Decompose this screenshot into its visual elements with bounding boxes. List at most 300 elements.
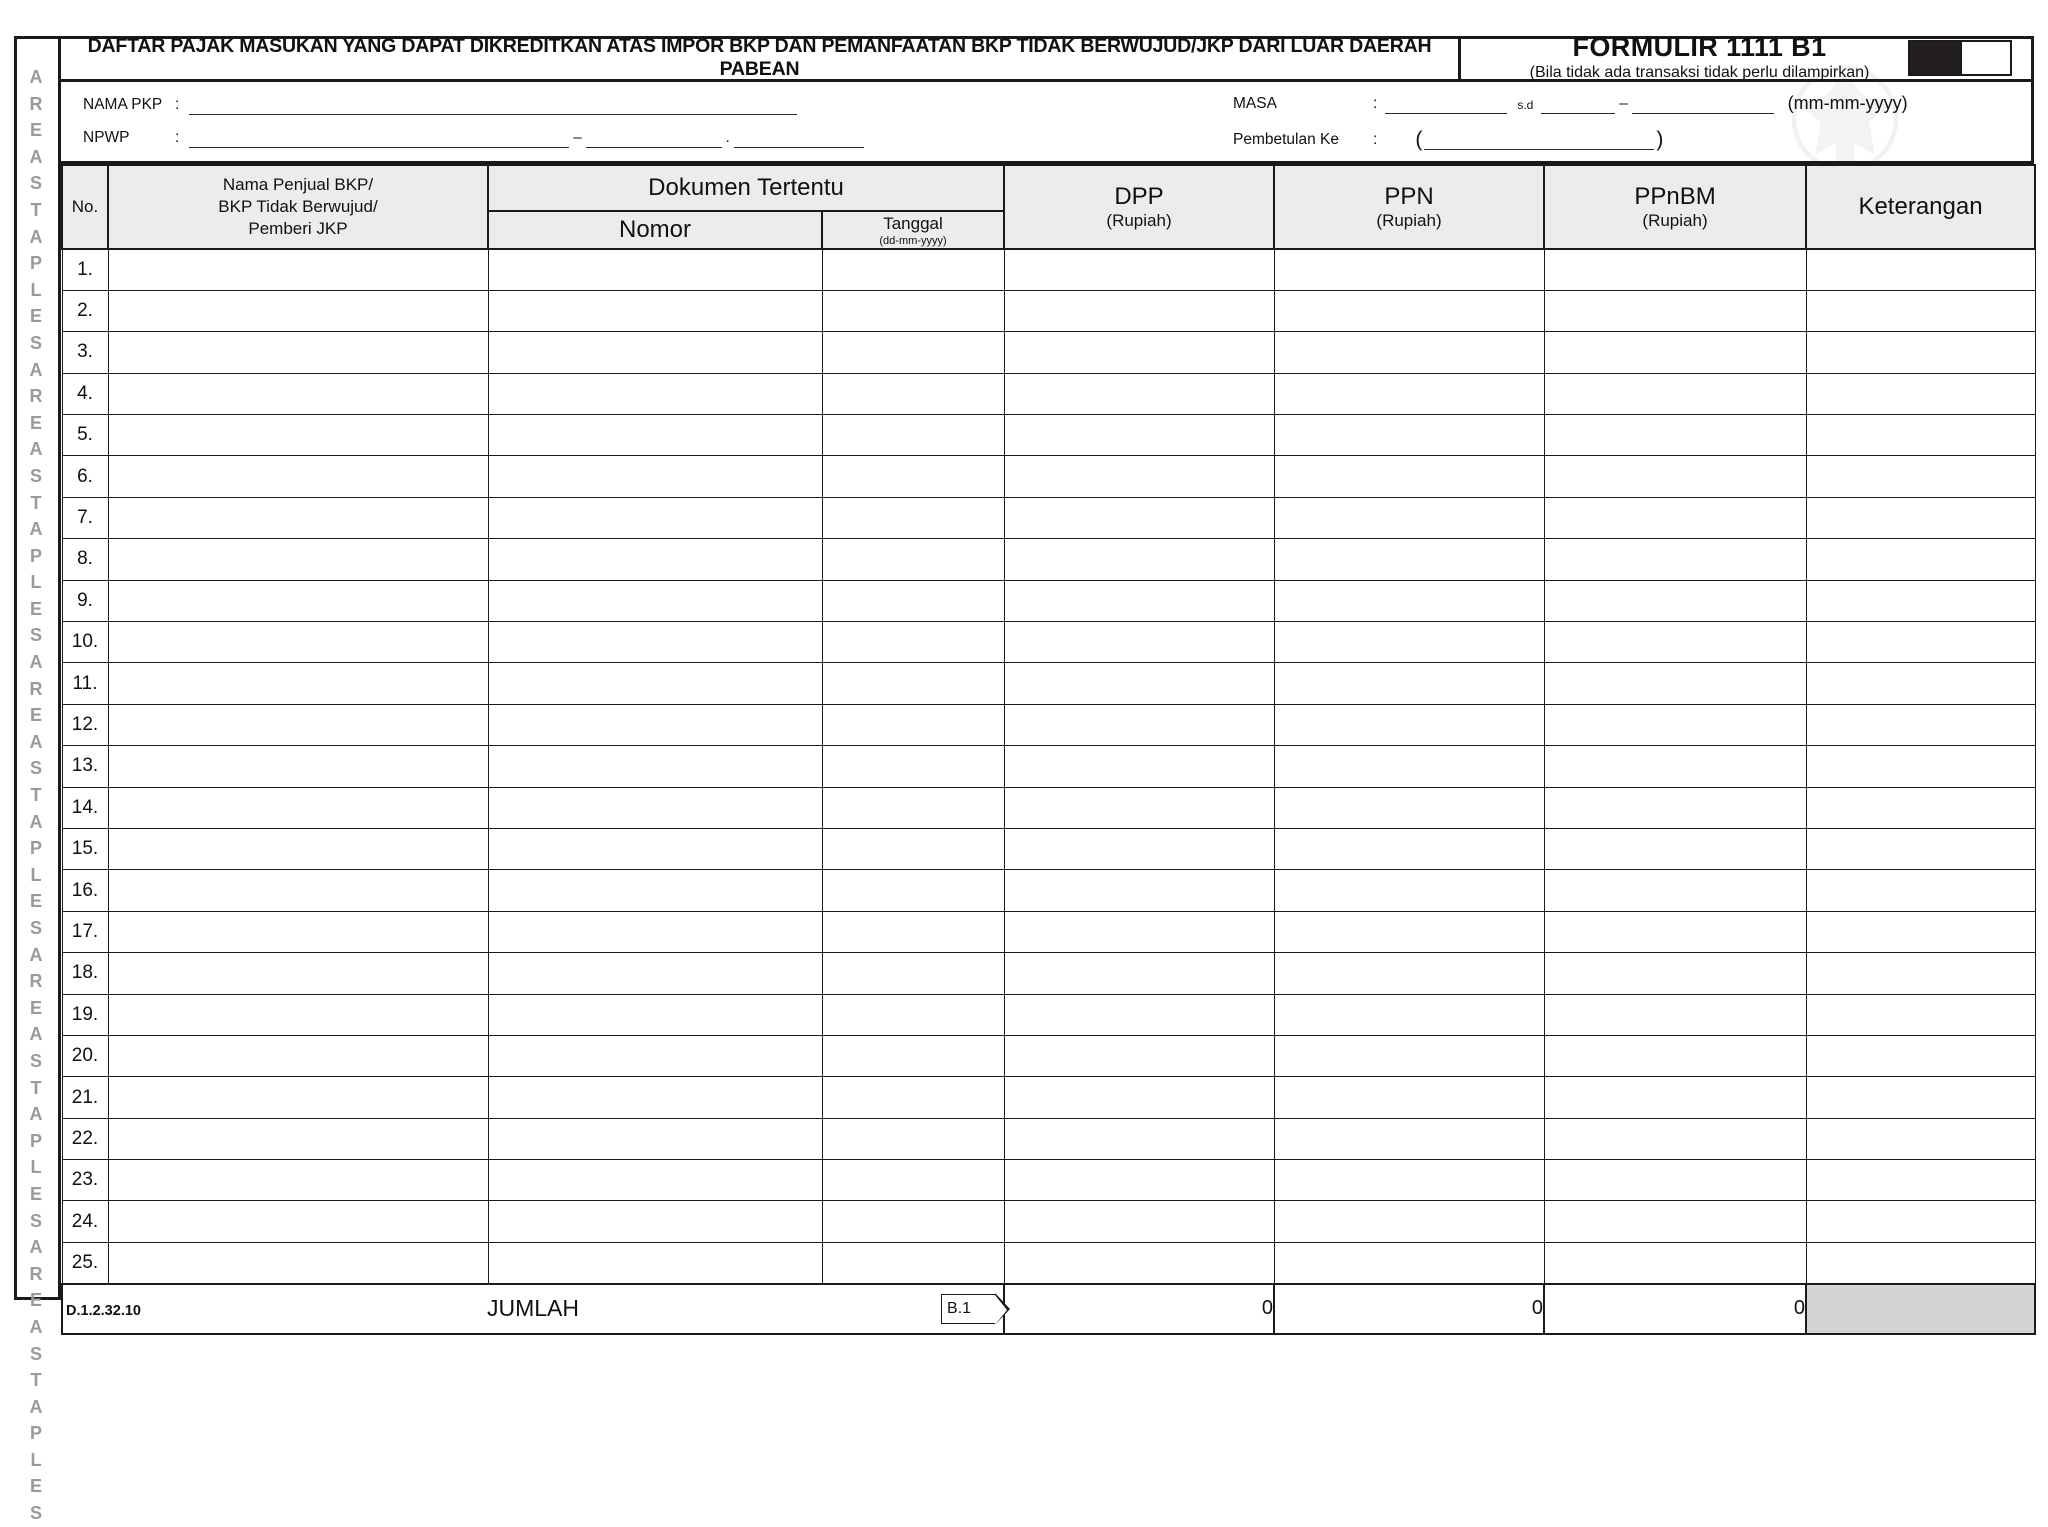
black-white-marker-box (1908, 40, 2012, 76)
cell-nama-penjual[interactable] (108, 870, 488, 911)
cell-nomor[interactable] (488, 1160, 822, 1201)
cell-ppnbm[interactable] (1544, 1242, 1806, 1283)
keterangan-label: Keterangan (1858, 193, 1983, 221)
cell-nama-penjual[interactable] (108, 1077, 488, 1118)
cell-nama-penjual[interactable] (108, 415, 488, 456)
cell-ppnbm[interactable] (1544, 911, 1806, 952)
cell-tanggal[interactable] (822, 828, 1004, 869)
cell-dpp[interactable] (1004, 1201, 1274, 1242)
cell-nomor[interactable] (488, 1077, 822, 1118)
masa-input-from[interactable] (1385, 95, 1507, 114)
staples-letter: E (29, 412, 42, 433)
cell-dpp[interactable] (1004, 456, 1274, 497)
table-total-row (62, 1284, 2035, 1334)
staples-letter: E (29, 1290, 42, 1311)
cell-row-number: 19. (62, 994, 108, 1035)
cell-ppn[interactable] (1274, 539, 1544, 580)
cell-keterangan[interactable] (1806, 415, 2035, 456)
staples-letter: S (29, 1210, 42, 1231)
staples-letter: S (29, 1503, 42, 1524)
cell-dpp[interactable] (1004, 373, 1274, 414)
cell-ppn[interactable] (1274, 249, 1544, 290)
npwp-dot-separator: . (725, 129, 730, 146)
cell-dpp[interactable] (1004, 332, 1274, 373)
table-row (62, 1077, 2035, 1118)
staples-letter: A (29, 67, 43, 87)
form-title: DAFTAR PAJAK MASUKAN YANG DAPAT DIKREDITKAN ATAS IMPOR BKP DAN PEMANFAATAN BKP TIDAK BERWUJUD/JKP DARI LUAR DAERAH PABEAN (61, 36, 1461, 79)
cell-nomor[interactable] (488, 911, 822, 952)
cell-row-number: 25. (62, 1242, 108, 1283)
table-row (62, 580, 2035, 621)
cell-dpp[interactable] (1004, 1242, 1274, 1283)
staples-letter: T (30, 492, 42, 513)
staples-letter: S (29, 465, 42, 486)
cell-dpp[interactable] (1004, 1035, 1274, 1076)
cell-row-number: 24. (62, 1201, 108, 1242)
cell-nomor[interactable] (488, 580, 822, 621)
cell-ppnbm[interactable] (1544, 787, 1806, 828)
cell-nomor[interactable] (488, 1035, 822, 1076)
cell-tanggal[interactable] (822, 1035, 1004, 1076)
cell-nama-penjual[interactable] (108, 911, 488, 952)
cell-dpp[interactable] (1004, 249, 1274, 290)
staples-letter: E (29, 997, 42, 1018)
cell-ppnbm[interactable] (1544, 870, 1806, 911)
cell-ppnbm[interactable] (1544, 373, 1806, 414)
cell-ppn[interactable] (1274, 704, 1544, 745)
cell-row-number: 11. (62, 663, 108, 704)
cell-nama-penjual[interactable] (108, 787, 488, 828)
cell-nomor[interactable] (488, 622, 822, 663)
cell-ppn[interactable] (1274, 828, 1544, 869)
pembetulan-input[interactable] (1424, 131, 1654, 150)
cell-ppn[interactable] (1274, 622, 1544, 663)
cell-keterangan[interactable] (1806, 580, 2035, 621)
pembetulan-label: Pembetulan Ke (1233, 130, 1339, 148)
table-row (62, 746, 2035, 787)
cell-dpp[interactable] (1004, 1160, 1274, 1201)
cell-ppn[interactable] (1274, 787, 1544, 828)
cell-keterangan[interactable] (1806, 456, 2035, 497)
col-header-tanggal (822, 211, 1004, 249)
cell-nomor[interactable] (488, 456, 822, 497)
cell-ppnbm[interactable] (1544, 580, 1806, 621)
cell-nomor[interactable] (488, 746, 822, 787)
staples-letter: A (29, 1316, 43, 1337)
staples-letter: A (29, 1024, 43, 1045)
npwp-input-part3[interactable] (734, 129, 864, 148)
cell-nama-penjual[interactable] (108, 828, 488, 869)
col-header-nomor (488, 211, 822, 249)
table-row (62, 1242, 2035, 1283)
cell-ppn[interactable] (1274, 290, 1544, 331)
tanggal-label: Tanggal (883, 214, 943, 234)
cell-dpp[interactable] (1004, 828, 1274, 869)
dokumen-tertentu-label: Dokumen Tertentu (648, 174, 844, 202)
cell-nama-penjual[interactable] (108, 249, 488, 290)
cell-ppnbm[interactable] (1544, 622, 1806, 663)
cell-ppn[interactable] (1274, 1077, 1544, 1118)
table-header-row-1 (62, 165, 2035, 211)
cell-ppn[interactable] (1274, 332, 1544, 373)
cell-keterangan[interactable] (1806, 1201, 2035, 1242)
npwp-input-part2[interactable] (586, 129, 722, 148)
cell-keterangan[interactable] (1806, 373, 2035, 414)
staples-letter: S (29, 1343, 42, 1364)
col-header-ppn (1274, 165, 1544, 249)
cell-nama-penjual[interactable] (108, 622, 488, 663)
cell-ppnbm[interactable] (1544, 828, 1806, 869)
cell-keterangan[interactable] (1806, 663, 2035, 704)
cell-keterangan[interactable] (1806, 1242, 2035, 1283)
table-row (62, 497, 2035, 538)
table-row (62, 663, 2035, 704)
cell-ppn[interactable] (1274, 953, 1544, 994)
cell-keterangan[interactable] (1806, 911, 2035, 952)
cell-dpp[interactable] (1004, 870, 1274, 911)
staples-letter: P (29, 253, 42, 274)
cell-dpp[interactable] (1004, 704, 1274, 745)
cell-row-number: 12. (62, 704, 108, 745)
cell-nomor[interactable] (488, 1201, 822, 1242)
cell-nomor[interactable] (488, 787, 822, 828)
cell-tanggal[interactable] (822, 539, 1004, 580)
cell-ppn[interactable] (1274, 1160, 1544, 1201)
staples-letter: R (29, 93, 43, 114)
cell-ppn[interactable] (1274, 373, 1544, 414)
cell-dpp[interactable] (1004, 415, 1274, 456)
table-row (62, 539, 2035, 580)
cell-dpp[interactable] (1004, 911, 1274, 952)
cell-ppn[interactable] (1274, 1201, 1544, 1242)
cell-nama-penjual[interactable] (108, 456, 488, 497)
cell-keterangan[interactable] (1806, 870, 2035, 911)
cell-nomor[interactable] (488, 539, 822, 580)
staples-letter: L (30, 572, 42, 593)
cell-nama-penjual[interactable] (108, 1118, 488, 1159)
cell-row-number: 22. (62, 1118, 108, 1159)
cell-ppnbm[interactable] (1544, 249, 1806, 290)
cell-keterangan[interactable] (1806, 1160, 2035, 1201)
staples-letter: P (29, 838, 42, 859)
nama-pkp-input[interactable] (189, 96, 797, 115)
cell-ppn[interactable] (1274, 1035, 1544, 1076)
cell-ppnbm[interactable] (1544, 332, 1806, 373)
staples-letter: S (29, 173, 42, 194)
cell-nomor[interactable] (488, 332, 822, 373)
cell-ppnbm[interactable] (1544, 456, 1806, 497)
masa-input-to[interactable] (1541, 95, 1615, 114)
cell-keterangan[interactable] (1806, 497, 2035, 538)
marker-white-half (1960, 42, 2010, 74)
cell-ppnbm[interactable] (1544, 1077, 1806, 1118)
cell-nomor[interactable] (488, 497, 822, 538)
cell-nomor[interactable] (488, 1118, 822, 1159)
cell-tanggal[interactable] (822, 290, 1004, 331)
cell-ppnbm[interactable] (1544, 953, 1806, 994)
pembetulan-paren-close: ) (1656, 128, 1664, 151)
pembetulan-paren-open: ( (1415, 128, 1423, 151)
nama-pkp-row (83, 96, 797, 115)
staples-letter: A (29, 944, 43, 965)
cell-nama-penjual[interactable] (108, 1035, 488, 1076)
cell-dpp[interactable] (1004, 787, 1274, 828)
cell-ppnbm[interactable] (1544, 746, 1806, 787)
cell-nama-penjual[interactable] (108, 1201, 488, 1242)
cell-nomor[interactable] (488, 828, 822, 869)
cell-row-number: 10. (62, 622, 108, 663)
table-row (62, 290, 2035, 331)
npwp-label: NPWP (83, 128, 130, 146)
cell-tanggal[interactable] (822, 953, 1004, 994)
cell-tanggal[interactable] (822, 332, 1004, 373)
cell-dpp[interactable] (1004, 994, 1274, 1035)
dpp-unit: (Rupiah) (1106, 211, 1172, 231)
cell-nama-penjual[interactable] (108, 539, 488, 580)
cell-row-number: 16. (62, 870, 108, 911)
cell-dpp[interactable] (1004, 1077, 1274, 1118)
cell-nama-penjual[interactable] (108, 1160, 488, 1201)
cell-tanggal[interactable] (822, 1201, 1004, 1242)
cell-dpp[interactable] (1004, 580, 1274, 621)
cell-ppn[interactable] (1274, 911, 1544, 952)
cell-nama-penjual[interactable] (108, 704, 488, 745)
cell-tanggal[interactable] (822, 663, 1004, 704)
cell-nama-penjual[interactable] (108, 373, 488, 414)
cell-nomor[interactable] (488, 870, 822, 911)
form-footer-code: D.1.2.32.10 (66, 1303, 141, 1319)
cell-tanggal[interactable] (822, 580, 1004, 621)
staples-letter: E (29, 306, 42, 327)
cell-keterangan[interactable] (1806, 704, 2035, 745)
cell-nomor[interactable] (488, 249, 822, 290)
cell-ppnbm[interactable] (1544, 415, 1806, 456)
table-row (62, 994, 2035, 1035)
cell-nama-penjual[interactable] (108, 1242, 488, 1283)
total-dpp: 0 (1004, 1284, 1274, 1334)
cell-ppn[interactable] (1274, 663, 1544, 704)
jumlah-label: JUMLAH (487, 1295, 580, 1322)
staples-letter: T (30, 785, 42, 806)
staples-letter: A (29, 519, 43, 540)
cell-keterangan[interactable] (1806, 994, 2035, 1035)
staples-letter: S (29, 332, 42, 353)
ppnbm-unit: (Rupiah) (1642, 211, 1708, 231)
cell-nama-penjual[interactable] (108, 290, 488, 331)
cell-ppnbm[interactable] (1544, 1118, 1806, 1159)
cell-nama-penjual[interactable] (108, 663, 488, 704)
staples-letter: P (29, 1130, 42, 1151)
cell-nomor[interactable] (488, 704, 822, 745)
cell-keterangan[interactable] (1806, 332, 2035, 373)
tanggal-format-hint: (dd-mm-yyyy) (879, 234, 947, 247)
cell-ppn[interactable] (1274, 415, 1544, 456)
table-row (62, 953, 2035, 994)
staples-letter: P (29, 545, 42, 566)
cell-nomor[interactable] (488, 290, 822, 331)
cell-nomor[interactable] (488, 994, 822, 1035)
cell-keterangan[interactable] (1806, 746, 2035, 787)
cell-dpp[interactable] (1004, 290, 1274, 331)
col-header-nama-penjual (108, 165, 488, 249)
cell-ppnbm[interactable] (1544, 1160, 1806, 1201)
cell-nomor[interactable] (488, 1242, 822, 1283)
cell-keterangan[interactable] (1806, 953, 2035, 994)
cell-tanggal[interactable] (822, 249, 1004, 290)
staples-letter: R (29, 678, 43, 699)
cell-ppn[interactable] (1274, 746, 1544, 787)
cell-nomor[interactable] (488, 953, 822, 994)
staples-letter: E (29, 705, 42, 726)
cell-tanggal[interactable] (822, 911, 1004, 952)
formulir-note: (Bila tidak ada transaksi tidak perlu dilampirkan) (1529, 64, 1870, 82)
cell-nama-penjual[interactable] (108, 332, 488, 373)
cell-nomor[interactable] (488, 663, 822, 704)
cell-ppn[interactable] (1274, 497, 1544, 538)
cell-ppn[interactable] (1274, 456, 1544, 497)
cell-nama-penjual[interactable] (108, 746, 488, 787)
cell-ppn[interactable] (1274, 580, 1544, 621)
cell-tanggal[interactable] (822, 497, 1004, 538)
table-row (62, 828, 2035, 869)
cell-row-number: 9. (62, 580, 108, 621)
masa-format-hint: (mm-mm-yyyy) (1787, 93, 1908, 113)
table-row (62, 332, 2035, 373)
nama-pkp-label: NAMA PKP (83, 95, 163, 113)
staples-letter: A (29, 359, 43, 380)
cell-ppn[interactable] (1274, 870, 1544, 911)
cell-tanggal[interactable] (822, 704, 1004, 745)
cell-tanggal[interactable] (822, 1077, 1004, 1118)
pembetulan-colon: : (1373, 130, 1378, 148)
staples-letter: A (29, 226, 43, 247)
table-row (62, 373, 2035, 414)
staples-letter: T (30, 199, 42, 220)
cell-nama-penjual[interactable] (108, 497, 488, 538)
nama-pkp-colon: : (175, 95, 180, 113)
table-row (62, 622, 2035, 663)
cell-ppnbm[interactable] (1544, 1201, 1806, 1242)
cell-row-number: 2. (62, 290, 108, 331)
nama-penjual-line-1: Nama Penjual BKP/ (222, 174, 374, 194)
cell-ppnbm[interactable] (1544, 1035, 1806, 1076)
cell-dpp[interactable] (1004, 497, 1274, 538)
cell-tanggal[interactable] (822, 415, 1004, 456)
cell-nama-penjual[interactable] (108, 580, 488, 621)
npwp-input-part1[interactable] (189, 129, 569, 148)
staples-letter: E (29, 1476, 42, 1497)
jumlah-cell (62, 1284, 1004, 1334)
cell-keterangan[interactable] (1806, 1035, 2035, 1076)
cell-tanggal[interactable] (822, 1160, 1004, 1201)
nomor-label: Nomor (618, 216, 691, 244)
staples-letter: R (29, 971, 43, 992)
cell-ppn[interactable] (1274, 1118, 1544, 1159)
staples-letter: R (29, 1263, 43, 1284)
ppn-label: PPN (1384, 182, 1434, 210)
staples-letter: T (30, 1077, 42, 1098)
masa-sd-label: s.d (1517, 98, 1534, 112)
cell-tanggal[interactable] (822, 870, 1004, 911)
cell-tanggal[interactable] (822, 373, 1004, 414)
cell-keterangan[interactable] (1806, 249, 2035, 290)
cell-tanggal[interactable] (822, 622, 1004, 663)
cell-keterangan[interactable] (1806, 1118, 2035, 1159)
npwp-row (83, 129, 864, 148)
staples-letter: E (29, 598, 42, 619)
cell-row-number: 18. (62, 953, 108, 994)
table-row (62, 704, 2035, 745)
cell-tanggal[interactable] (822, 994, 1004, 1035)
staples-letter: P (29, 1423, 42, 1444)
masa-dash-separator: – (1619, 95, 1628, 112)
cell-nomor[interactable] (488, 373, 822, 414)
table-row (62, 1118, 2035, 1159)
cell-keterangan[interactable] (1806, 622, 2035, 663)
cell-ppnbm[interactable] (1544, 497, 1806, 538)
cell-row-number: 21. (62, 1077, 108, 1118)
cell-keterangan[interactable] (1806, 539, 2035, 580)
cell-row-number: 1. (62, 249, 108, 290)
cell-tanggal[interactable] (822, 1242, 1004, 1283)
cell-ppnbm[interactable] (1544, 539, 1806, 580)
cell-nama-penjual[interactable] (108, 994, 488, 1035)
cell-dpp[interactable] (1004, 746, 1274, 787)
cell-ppnbm[interactable] (1544, 704, 1806, 745)
pembetulan-row (1233, 129, 1663, 150)
cell-tanggal[interactable] (822, 456, 1004, 497)
staples-letter: S (29, 625, 42, 646)
cell-dpp[interactable] (1004, 953, 1274, 994)
table-row (62, 456, 2035, 497)
cell-dpp[interactable] (1004, 663, 1274, 704)
cell-tanggal[interactable] (822, 787, 1004, 828)
cell-tanggal[interactable] (822, 746, 1004, 787)
table-row (62, 870, 2035, 911)
cell-keterangan[interactable] (1806, 828, 2035, 869)
table-row (62, 1160, 2035, 1201)
staples-letter: A (29, 811, 43, 832)
cell-ppnbm[interactable] (1544, 994, 1806, 1035)
cell-tanggal[interactable] (822, 1118, 1004, 1159)
masa-input-year[interactable] (1632, 95, 1774, 114)
cell-dpp[interactable] (1004, 1118, 1274, 1159)
cell-ppnbm[interactable] (1544, 290, 1806, 331)
staples-letter: L (30, 864, 42, 885)
cell-keterangan[interactable] (1806, 787, 2035, 828)
cell-dpp[interactable] (1004, 622, 1274, 663)
formulir-number: FORMULIR 1111 B1 (1572, 31, 1827, 62)
cell-nama-penjual[interactable] (108, 953, 488, 994)
cell-row-number: 5. (62, 415, 108, 456)
staples-letter: L (30, 1157, 42, 1178)
table-row (62, 1035, 2035, 1076)
masa-colon: : (1373, 94, 1378, 112)
cell-ppn[interactable] (1274, 1242, 1544, 1283)
cell-dpp[interactable] (1004, 539, 1274, 580)
cell-keterangan[interactable] (1806, 1077, 2035, 1118)
cell-nomor[interactable] (488, 415, 822, 456)
cell-ppn[interactable] (1274, 994, 1544, 1035)
cell-row-number: 3. (62, 332, 108, 373)
table-row (62, 911, 2035, 952)
cell-keterangan[interactable] (1806, 290, 2035, 331)
cell-row-number: 6. (62, 456, 108, 497)
npwp-dash-separator: – (573, 129, 582, 146)
cell-row-number: 8. (62, 539, 108, 580)
form-title-bar (61, 31, 2034, 82)
cell-ppnbm[interactable] (1544, 663, 1806, 704)
